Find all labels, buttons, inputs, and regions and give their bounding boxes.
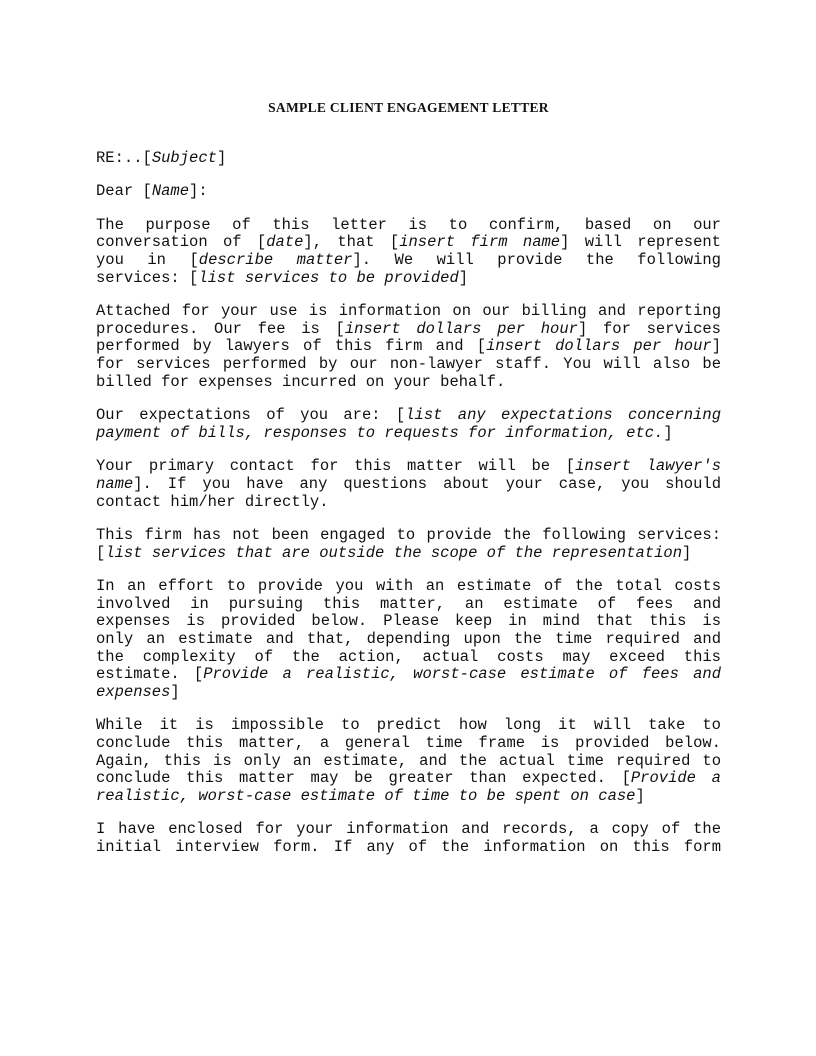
text-segment: Attached for your use is information on our billing and reporting [96,303,721,321]
text-segment: the complexity of the action, actual costs may exceed this [96,648,721,666]
text-line [96,217,721,235]
text-line [96,303,721,321]
text-segment: ] [216,148,227,167]
body-paragraph [96,578,721,701]
text-line [96,321,721,339]
text-segment: estimate. [ [96,666,204,684]
text-line [96,458,721,476]
text-line [96,753,721,771]
text-segment: ]. If you have any questions about your case, you should [133,475,721,493]
text-segment: The purpose of this letter is to confirm, based on our [96,216,721,234]
text-segment: ] [170,683,180,701]
text-line [96,613,721,631]
text-line [96,407,721,425]
text-line [96,270,721,288]
text-line [96,252,721,270]
text-segment: I have enclosed for your information and records, a copy of the [96,821,721,839]
text-line [96,717,721,735]
text-line [96,545,721,563]
text-segment: [ [96,544,106,562]
text-segment: Dear [ [96,182,152,201]
text-segment: ] [663,424,673,442]
placeholder-text: list services to be provided [198,269,459,287]
text-line [96,770,721,788]
text-segment: for services performed by our non-lawyer staff. You will also be [96,355,721,373]
text-segment: only an estimate and that, depending upon the time required and [96,631,721,649]
placeholder-text: payment of bills, responses to requests for information, etc. [96,424,664,442]
letter-page [96,94,721,873]
text-line [96,425,721,443]
text-segment: ] will represent [560,234,721,252]
letter-body [96,217,721,857]
text-line [96,735,721,753]
text-line [96,649,721,667]
text-segment: ] for services [577,320,721,338]
text-segment: ] [682,544,692,562]
placeholder-text: list any expectations concerning [405,407,721,425]
text-segment: services: [ [96,269,199,287]
placeholder-text: Provide a [630,770,721,788]
body-paragraph [96,217,721,287]
text-line [96,338,721,356]
body-paragraph [96,821,721,856]
text-segment: ] [711,338,721,356]
placeholder-text: insert lawyer's [575,458,721,476]
text-line [96,788,721,806]
text-segment: involved in pursuing this matter, an estimate of fees and [96,595,721,613]
text-line [96,666,721,684]
text-segment: conversation of [ [96,234,267,252]
text-segment: While it is impossible to predict how long it will take to [96,717,721,735]
text-line [96,234,721,252]
placeholder-text: list services that are outside the scope of the representation [105,544,683,562]
text-line [96,476,721,494]
text-line [96,356,721,374]
body-paragraph [96,407,721,442]
document-title: SAMPLE CLIENT ENGAGEMENT LETTER [268,100,549,115]
text-line [96,494,721,512]
text-line [96,596,721,614]
placeholder-text: realistic, worst-case estimate of time to be spent on case [96,787,636,805]
placeholder-text: Name [151,182,190,201]
body-paragraph [96,303,721,391]
text-segment: In an effort to provide you with an estimate of the total costs [96,578,721,596]
text-segment: This firm has not been engaged to provide the following services: [96,527,721,545]
salutation [96,183,721,201]
text-segment: conclude this matter, a general time frame is provided below. [96,735,721,753]
text-segment: conclude this matter may be greater than expected. [ [96,770,631,788]
text-segment: ]. We will provide the following [352,251,721,269]
text-line [96,631,721,649]
text-segment: ], that [ [303,234,400,252]
placeholder-text: Provide a realistic, worst-case estimate of fees and [203,666,721,684]
placeholder-text: expenses [96,683,171,701]
placeholder-text: Subject [151,148,217,167]
placeholder-text: insert dollars per hour [344,320,578,338]
text-segment: Our expectations of you are: [ [96,407,406,425]
text-line [96,578,721,596]
text-segment: contact him/her directly. [96,493,329,511]
text-line [96,374,721,392]
text-segment: initial interview form. If any of the information on this form [96,839,721,856]
text-segment: ] [458,269,469,287]
re-line [96,150,721,168]
text-line [96,527,721,545]
placeholder-text: date [266,234,304,252]
text-line [96,839,721,857]
text-line [96,684,721,702]
body-paragraph [96,717,721,805]
text-segment: RE:..[ [96,148,152,167]
placeholder-text: insert firm name [399,234,561,252]
text-segment: procedures. Our fee is [ [96,320,345,338]
body-paragraph [96,458,721,511]
text-segment: billed for expenses incurred on your behalf. [96,373,506,391]
text-segment: performed by lawyers of this firm and [ [96,338,487,356]
placeholder-text: insert dollars per hour [486,338,712,356]
body-paragraph [96,527,721,562]
text-segment: Your primary contact for this matter will be [ [96,458,576,476]
placeholder-text: name [96,475,134,493]
text-segment: ]: [189,182,208,201]
text-segment: ] [635,787,645,805]
text-segment: expenses is provided below. Please keep in mind that this is [96,613,721,631]
text-line [96,821,721,839]
text-segment: you in [ [96,251,199,269]
placeholder-text: describe matter [198,251,353,269]
text-segment: Again, this is only an estimate, and the actual time required to [96,752,721,770]
